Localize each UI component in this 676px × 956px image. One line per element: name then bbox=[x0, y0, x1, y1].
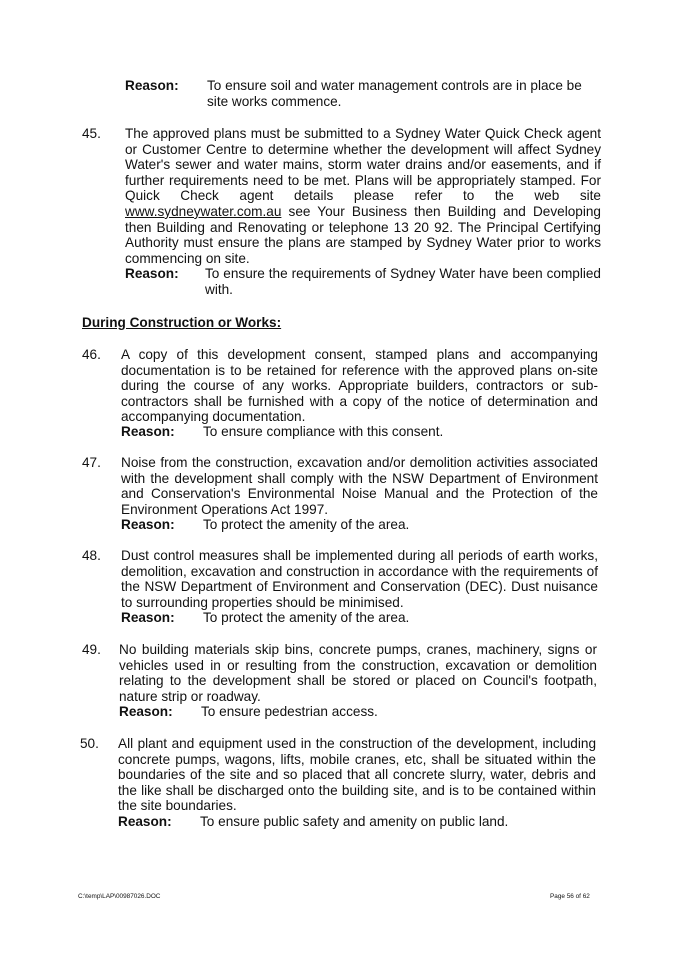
item-45-text-part1: The approved plans must be submitted to a Sydney Water Quick Check agent or Customer Centre to determine whether the development will affect Sydney Water's sewer and water mains, storm water drains and/or easements, and if further requirements need to be met. Plans will be appropriately stamped. For Quick Check agent details please refer to the web site bbox=[125, 126, 601, 204]
item-46-text: A copy of this development consent, stamped plans and accompanying documentation is to be retained for reference with the approved plans on-site during the course of any works. Appropriate builders, contractors or sub-contractors shall be furnished with a copy of the notice of determination and accompanying documentation. bbox=[121, 347, 598, 425]
item-50-reason bbox=[118, 814, 596, 830]
reason-text: To ensure pedestrian access. bbox=[201, 704, 378, 719]
reason-text: To ensure soil and water management controls are in place be site works commence. bbox=[207, 78, 582, 109]
item-45-text-part2: see Your Business then Building and Developing then Building and Renovating or telephone 13 20 92. The Principal Certifying Authority must ensure the plans are stamped by Sydney Water prior to works commencing on site. bbox=[125, 203, 601, 266]
reason-label: Reason: bbox=[121, 517, 175, 532]
item-number: 47. bbox=[82, 455, 101, 470]
item-number: 49. bbox=[82, 642, 101, 657]
item-48-reason bbox=[121, 610, 598, 626]
item-46-reason bbox=[121, 424, 598, 440]
item-45-text bbox=[125, 126, 601, 266]
reason-label: Reason: bbox=[125, 266, 179, 281]
reason-text: To protect the amenity of the area. bbox=[203, 610, 410, 625]
reason-label: Reason: bbox=[121, 610, 175, 625]
reason-label: Reason: bbox=[121, 424, 175, 439]
item-45-reason bbox=[125, 266, 601, 297]
item-number: 46. bbox=[82, 347, 101, 362]
reason-text: To ensure compliance with this consent. bbox=[203, 424, 444, 439]
reason-label: Reason: bbox=[118, 814, 172, 829]
item-49-reason bbox=[119, 704, 597, 720]
top-reason bbox=[125, 78, 601, 109]
reason-text: To protect the amenity of the area. bbox=[203, 517, 410, 532]
item-47-reason bbox=[121, 517, 598, 533]
item-number: 48. bbox=[82, 548, 101, 563]
footer-file-path: C:\temp\LAP\00987026.DOC bbox=[78, 893, 161, 900]
item-number: 50. bbox=[80, 736, 99, 751]
sydney-water-link[interactable]: www.sydneywater.com.au bbox=[125, 203, 282, 219]
reason-text: To ensure the requirements of Sydney Water have been complied with. bbox=[205, 266, 601, 297]
footer-page-number: Page 56 of 62 bbox=[550, 893, 590, 900]
reason-label: Reason: bbox=[125, 78, 179, 93]
section-heading: During Construction or Works: bbox=[82, 315, 282, 330]
item-48-text: Dust control measures shall be implemented during all periods of earth works, demolition, excavation and construction in accordance with the requirements of the NSW Department of Environment and Conservation (DEC). Dust nuisance to surrounding properties should be minimised. bbox=[121, 548, 598, 610]
reason-text: To ensure public safety and amenity on public land. bbox=[200, 814, 509, 829]
item-47-text: Noise from the construction, excavation and/or demolition activities associated with the development shall comply with the NSW Department of Environment and Conservation's Environmental Noise Manual and the Protection of the Environment Operations Act 1997. bbox=[121, 455, 598, 517]
item-50-text: All plant and equipment used in the construction of the development, including concrete pumps, wagons, lifts, mobile cranes, etc, shall be situated within the boundaries of the site and so placed that all concrete slurry, water, debris and the like shall be discharged onto the building site, and is to be contained within the site boundaries. bbox=[118, 736, 596, 814]
reason-label: Reason: bbox=[119, 704, 173, 719]
item-49-text: No building materials skip bins, concrete pumps, cranes, machinery, signs or vehicles used in or resulting from the construction, excavation or demolition relating to the development shall be stored or placed on Council's footpath, nature strip or roadway. bbox=[119, 642, 597, 704]
item-number: 45. bbox=[82, 126, 101, 141]
